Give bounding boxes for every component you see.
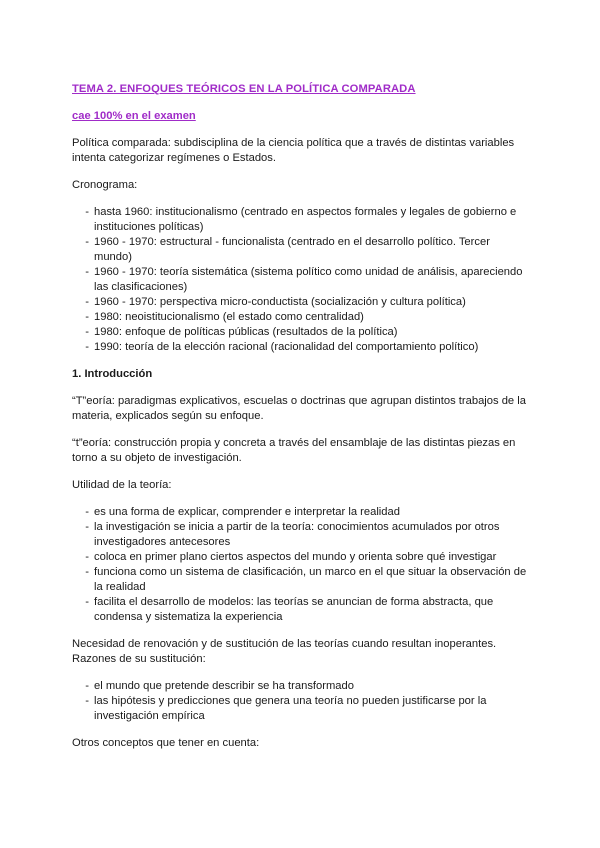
teoria-mayuscula-paragraph: “T”eoría: paradigmas explicativos, escuelas o doctrinas que agrupan distintos trabajos de la materia, explicados según su enfoque. [72, 395, 526, 422]
razones-list [72, 679, 530, 724]
list-item: - 1960 - 1970: estructural - funcionalista (centrado en el desarrollo político. Tercer mundo) [72, 235, 530, 265]
intro-paragraph: Política comparada: subdisciplina de la ciencia política que a través de distintas variables intenta categorizar regímenes o Estados. [72, 137, 515, 164]
otros-conceptos-paragraph: Otros conceptos que tener en cuenta: [72, 737, 260, 749]
list-item: - el mundo que pretende describir se ha transformado [72, 679, 530, 694]
utilidad-label: Utilidad de la teoría: [72, 479, 172, 491]
list-item: - 1980: neoistitucionalismo (el estado como centralidad) [72, 310, 530, 325]
document-content [72, 82, 530, 763]
list-item: - hasta 1960: institucionalismo (centrado en aspectos formales y legales de gobierno e instituciones políticas) [72, 205, 530, 235]
document-title: TEMA 2. ENFOQUES TEÓRICOS EN LA POLÍTICA COMPARADA [72, 83, 416, 95]
list-item: - 1960 - 1970: perspectiva micro-conductista (socialización y cultura política) [72, 295, 530, 310]
cronograma-label: Cronograma: [72, 179, 138, 191]
list-item: - es una forma de explicar, comprender e interpretar la realidad [72, 505, 530, 520]
list-item: - facilita el desarrollo de modelos: las teorías se anuncian de forma abstracta, que condensa y sistematiza la experiencia [72, 595, 530, 625]
list-item: - 1960 - 1970: teoría sistemática (sistema político como unidad de análisis, apareciendo las clasificaciones) [72, 265, 530, 295]
list-item: - coloca en primer plano ciertos aspectos del mundo y orienta sobre qué investigar [72, 550, 530, 565]
section-heading: 1. Introducción [72, 368, 153, 380]
list-item: - 1980: enfoque de políticas públicas (resultados de la política) [72, 325, 530, 340]
renovacion-paragraph: Necesidad de renovación y de sustitución de las teorías cuando resultan inoperantes. Razones de su sustitución: [72, 638, 497, 665]
utilidad-list [72, 505, 530, 625]
list-item: - las hipótesis y predicciones que genera una teoría no pueden justificarse por la investigación empírica [72, 694, 530, 724]
list-item: - funciona como un sistema de clasificación, un marco en el que situar la observación de la realidad [72, 565, 530, 595]
list-item: - 1990: teoría de la elección racional (racionalidad del comportamiento político) [72, 340, 530, 355]
cronograma-list [72, 205, 530, 355]
list-item: - la investigación se inicia a partir de la teoría: conocimientos acumulados por otros investigadores antecesores [72, 520, 530, 550]
document-subtitle: cae 100% en el examen [72, 110, 196, 122]
teoria-minuscula-paragraph: “t”eoría: construcción propia y concreta a través del ensamblaje de las distintas piezas en torno a su objeto de investigación. [72, 437, 516, 464]
